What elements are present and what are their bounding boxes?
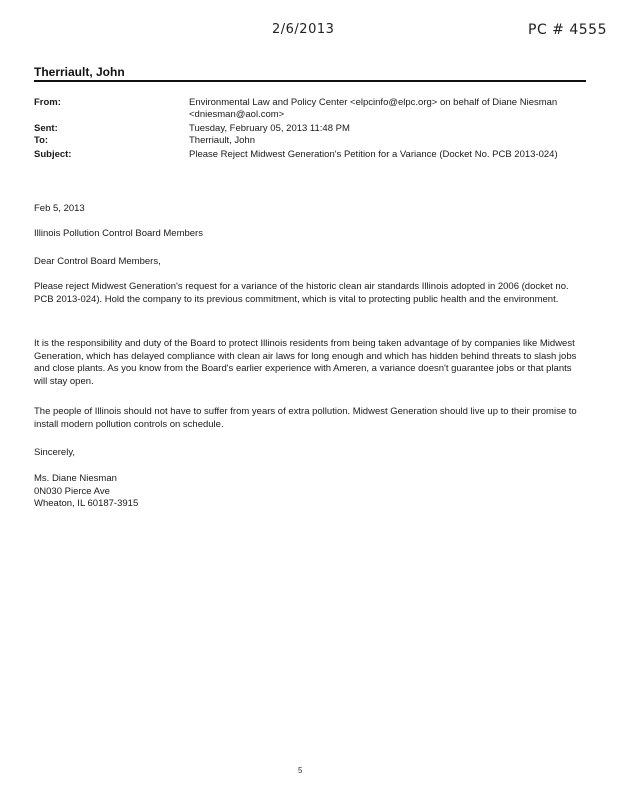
- signature-block: [34, 473, 580, 511]
- letter-paragraph-3: The people of Illinois should not have to suffer from years of extra pollution. Midwest Generation should live up to their promise to install modern pollution controls on schedule.: [34, 406, 577, 430]
- signature-city: Wheaton, IL 60187-3915: [34, 498, 139, 509]
- to-label: To:: [34, 135, 49, 146]
- letter-date: Feb 5, 2013: [34, 203, 85, 214]
- letter-closing: Sincerely,: [34, 447, 76, 458]
- signature-name: Ms. Diane Niesman: [34, 473, 117, 484]
- received-date-stamp: 2/6/2013: [272, 22, 335, 37]
- letter-salutation: Dear Control Board Members,: [34, 256, 161, 267]
- letter-paragraph-2: It is the responsibility and duty of the Board to protect Illinois residents from being taken advantage of by companies like Midwest Generation, which has delayed compliance with clean air laws for long enough and which has hidden behind threats to slash jobs and close plants. As you know from the Board's earlier experience with Ameren, a variance doesn't guarantee jobs or that plants will stay open.: [34, 338, 577, 387]
- from-label: From:: [34, 97, 61, 108]
- signature-street: 0N030 Pierce Ave: [34, 485, 110, 497]
- from-value-line1: Environmental Law and Policy Center <elpcinfo@elpc.org> on behalf of Diane Niesman: [189, 97, 558, 108]
- subject-label: Subject:: [34, 149, 72, 160]
- from-value-line2: <dniesman@aol.com>: [189, 109, 285, 120]
- sent-value: Tuesday, February 05, 2013 11:48 PM: [189, 123, 350, 134]
- letter-recipient: Illinois Pollution Control Board Members: [34, 228, 203, 239]
- header-divider: [34, 80, 586, 82]
- public-comment-number: PC # 4555: [528, 22, 607, 38]
- subject-value: Please Reject Midwest Generation's Petition for a Variance (Docket No. PCB 2013-024): [189, 149, 558, 160]
- email-owner-name: Therriault, John: [34, 65, 125, 79]
- from-value: [189, 97, 589, 121]
- page-number: 5: [298, 766, 303, 775]
- sent-label: Sent:: [34, 123, 58, 134]
- to-value: Therriault, John: [189, 135, 256, 146]
- letter-paragraph-1: Please reject Midwest Generation's request for a variance of the historic clean air standards Illinois adopted in 2006 (docket no. PCB 2013-024). Hold the company to its previous commitment, which is vital to protecting public health and the environment.: [34, 281, 569, 305]
